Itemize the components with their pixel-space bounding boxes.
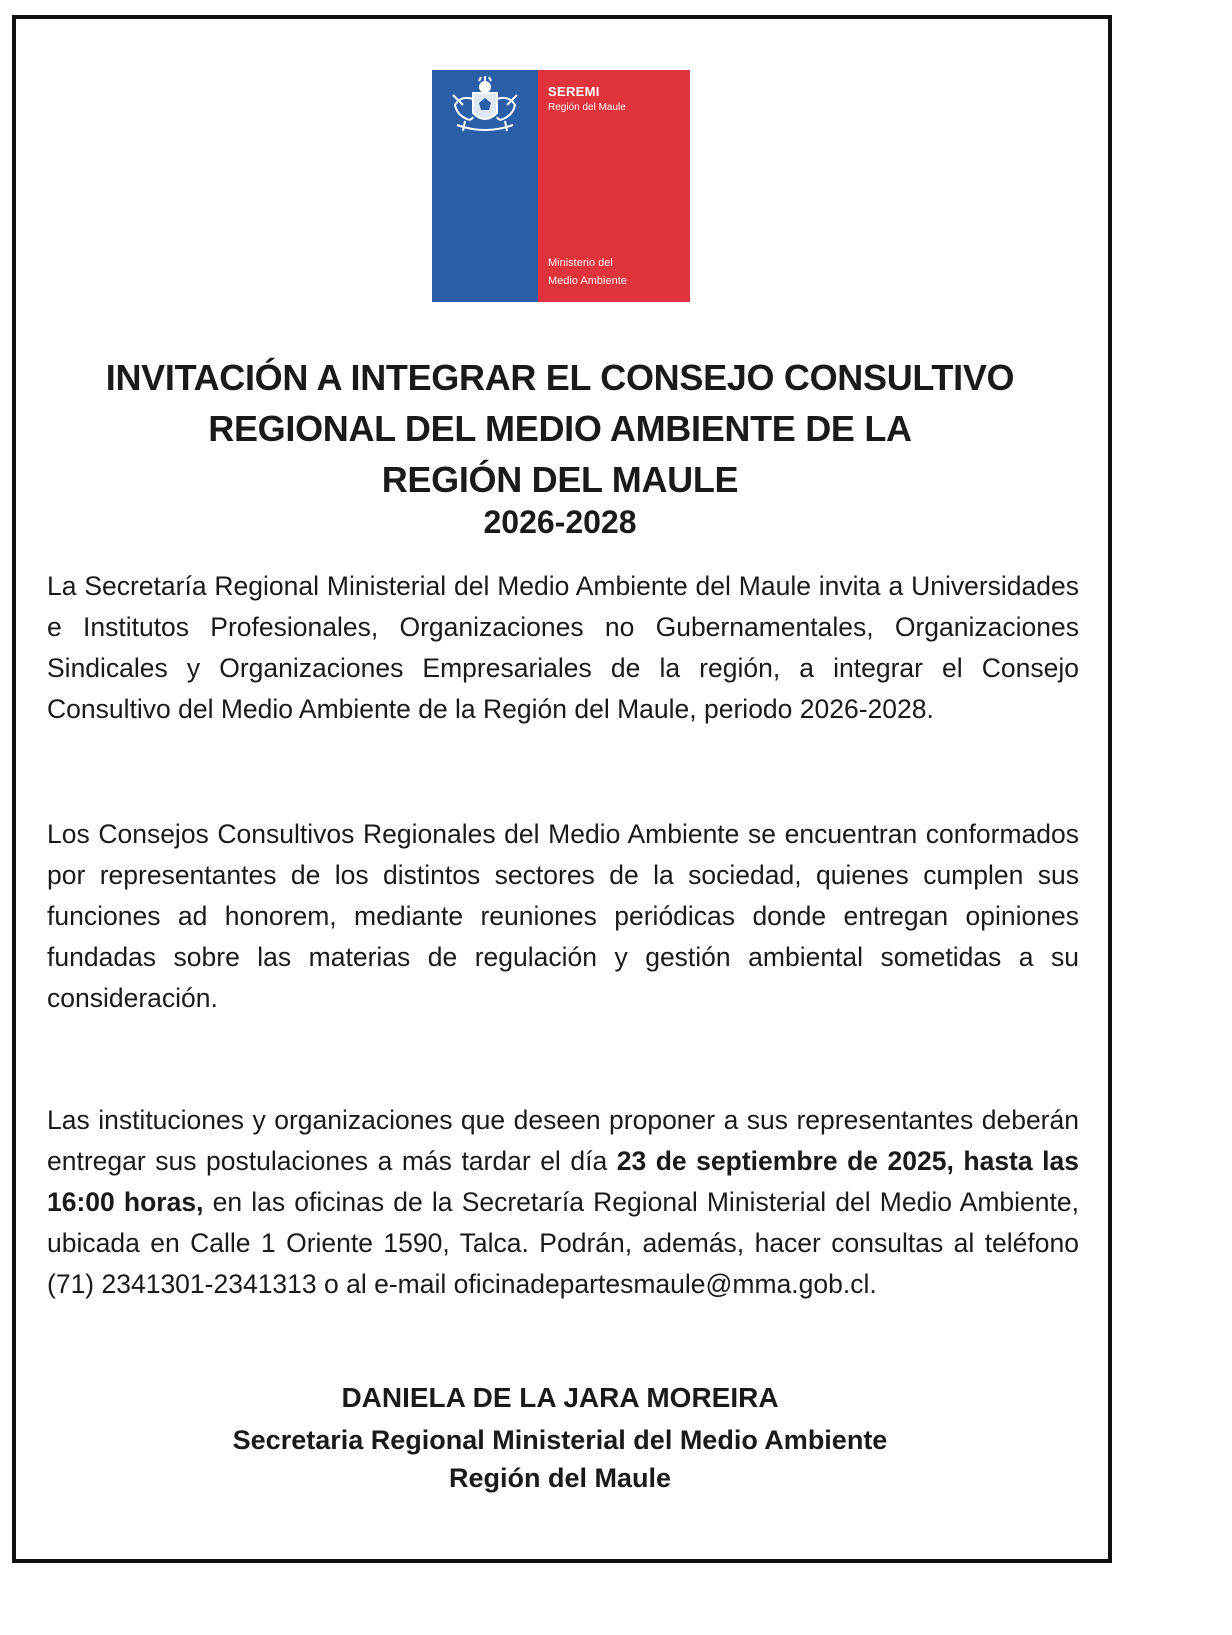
title-line-2: REGIONAL DEL MEDIO AMBIENTE DE LA <box>208 408 912 449</box>
signatory-role: Secretaria Regional Ministerial del Medio Ambiente <box>232 1425 888 1455</box>
seremi-logo <box>432 70 690 302</box>
signatory-name: DANIELA DE LA JARA MOREIRA <box>341 1382 779 1413</box>
title-line-1: INVITACIÓN A INTEGRAR EL CONSEJO CONSULTIVO <box>105 357 1015 398</box>
paragraph-councils: Los Consejos Consultivos Regionales del Medio Ambiente se encuentran conformados por representantes de los distintos sectores de la sociedad, quienes cumplen sus funciones ad honorem, mediante reuniones periódicas donde entregan opiniones fundadas sobre las materias de regulación y gestión ambiental sometidas a su consideración. <box>47 819 1079 1013</box>
document-period: 2026-2028 <box>483 504 637 540</box>
logo-region: Región del Maule <box>548 102 626 113</box>
logo-red-panel <box>538 70 690 302</box>
paragraph-deadline <box>47 1100 1079 1305</box>
title-line-3: REGIÓN DEL MAULE <box>381 459 739 500</box>
logo-ministry <box>548 254 627 290</box>
document-title <box>40 352 1080 505</box>
logo-ministry-line1: Ministerio del <box>548 257 613 269</box>
coat-of-arms-icon <box>443 75 527 143</box>
logo-brand: SEREMI <box>548 84 600 99</box>
paragraph-invitation: La Secretaría Regional Ministerial del Medio Ambiente del Maule invita a Universidades e Institutos Profesionales, Organizaciones no Gubernamentales, Organizaciones Sindicales y Organizaciones Empresariales de la región, a integrar el Consejo Consultivo del Medio Ambiente de la Región del Maule, periodo 2026-2028. <box>47 571 1079 724</box>
signatory-region: Región del Maule <box>448 1463 672 1493</box>
deadline-text-after: en las oficinas de la Secretaría Regional Ministerial del Medio Ambiente, ubicada en Calle 1 Oriente 1590, Talca. Podrán, además, hacer consultas al teléfono (71) 2341301-2341313 o al e-mail oficinadepartesmaule@mma.gob.cl. <box>47 1187 1079 1299</box>
deadline-text-before: Las instituciones y organizaciones que deseen proponer a sus representantes deberán entregar sus postulaciones a más tardar el día <box>47 1105 1079 1176</box>
logo-emblem-area <box>432 70 538 148</box>
logo-blue-panel <box>432 70 538 302</box>
logo-ministry-line2: Medio Ambiente <box>548 275 627 287</box>
logo-blue-bar <box>432 148 538 302</box>
deadline-date: 23 de septiembre de 2025, hasta las 16:00 horas, <box>47 1146 1079 1217</box>
